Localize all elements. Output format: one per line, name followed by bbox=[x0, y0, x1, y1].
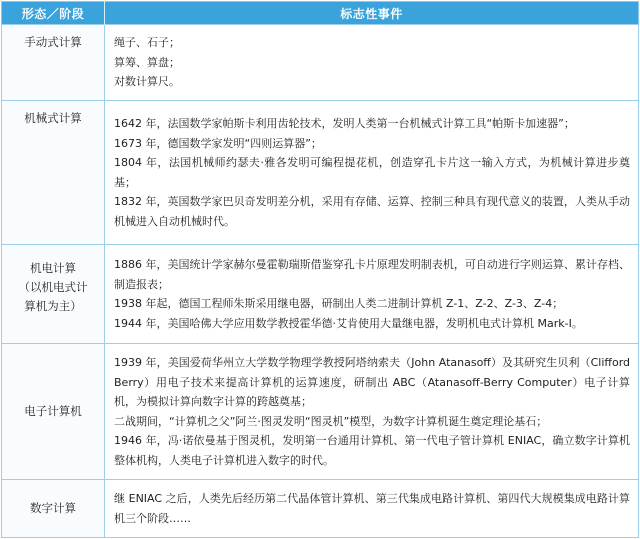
header-stage: 形态／阶段 bbox=[2, 2, 105, 25]
events-cell bbox=[105, 344, 639, 480]
table-header bbox=[2, 2, 639, 25]
stage-label: 机电计算 bbox=[30, 261, 76, 275]
event-item: 1886 年，美国统计学家赫尔曼霍勒瑞斯借鉴穿孔卡片原理发明制表机，可自动进行字则运算、累计存档、制造报表； bbox=[114, 258, 630, 291]
stage-label: 手动式计算 bbox=[24, 35, 82, 49]
stage-cell bbox=[2, 25, 105, 101]
event-item: 绳子、石子； bbox=[114, 36, 180, 50]
computing-history-table bbox=[1, 1, 639, 538]
stage-cell bbox=[2, 101, 105, 245]
event-item: 1832 年，英国数学家巴贝奇发明差分机，采用有存储、运算、控制三种具有现代意义的装置，人类从手动机械进入自动机械时代。 bbox=[114, 195, 630, 228]
header-events: 标志性事件 bbox=[105, 2, 639, 25]
table-body bbox=[2, 25, 639, 538]
stage-label: 数字计算 bbox=[30, 501, 76, 515]
stage-label: 机械式计算 bbox=[24, 111, 82, 125]
table-row-manual bbox=[2, 25, 639, 101]
event-item: 对数计算尺。 bbox=[114, 75, 180, 89]
event-item: 1946 年，冯·诺依曼基于图灵机，发明第一台通用计算机、第一代电子管计算机 ENIAC，确立数字计算机整体机构，人类电子计算机进入数字的时代。 bbox=[114, 434, 630, 467]
event-item: 1642 年，法国数学家帕斯卡利用齿轮技术，发明人类第一台机械式计算工具“帕斯卡加速器”； bbox=[114, 117, 575, 130]
header-row bbox=[2, 2, 639, 25]
event-item: 二战期间，“计算机之父”阿兰·图灵发明“图灵机”模型，为数字计算机诞生奠定理论基石； bbox=[114, 414, 548, 428]
stage-label-note: （以机电式计 bbox=[18, 280, 88, 294]
table-row-electromechanical bbox=[2, 245, 639, 344]
event-item: 1673 年，德国数学家发明“四则运算器”； bbox=[114, 136, 322, 150]
event-item: 算筹、算盘； bbox=[114, 55, 180, 69]
events-cell bbox=[105, 101, 639, 245]
table-row-electronic bbox=[2, 344, 639, 480]
event-item: 1804 年，法国机械师约瑟夫·雅各发明可编程提花机，创造穿孔卡片这一输入方式，为机械计算进步奠基； bbox=[114, 156, 630, 189]
event-item: 继 ENIAC 之后，人类先后经历第二代晶体管计算机、第三代集成电路计算机、第四代大规模集成电路计算机三个阶段…… bbox=[114, 492, 630, 525]
stage-cell bbox=[2, 344, 105, 480]
event-item: 1939 年，美国爱荷华州立大学数学物理学教授阿塔纳索夫（John Atanasoff）及其研究生贝利（Clifford Berry）用电子技术来提高计算机的运算速度，研制出 ABC（Atanasoff-Berry Computer）电子计算机，为模拟计算向数字计算的跨越奠基； bbox=[114, 356, 630, 408]
history-table-container bbox=[1, 1, 638, 537]
events-cell bbox=[105, 480, 639, 538]
stage-cell bbox=[2, 245, 105, 344]
table-row-digital bbox=[2, 480, 639, 538]
table-row-mechanical bbox=[2, 101, 639, 245]
event-item: 1944 年，美国哈佛大学应用数学教授霍华德·艾肯使用大量继电器，发明机电式计算机 Mark-I。 bbox=[114, 316, 583, 330]
stage-label: 电子计算机 bbox=[24, 404, 82, 418]
stage-label-note: 算机为主） bbox=[24, 299, 82, 313]
events-cell bbox=[105, 245, 639, 344]
events-cell bbox=[105, 25, 639, 101]
event-item: 1938 年起，德国工程师朱斯采用继电器，研制出人类二进制计算机 Z-1、Z-2、Z-3、Z-4； bbox=[114, 297, 564, 310]
stage-cell bbox=[2, 480, 105, 538]
